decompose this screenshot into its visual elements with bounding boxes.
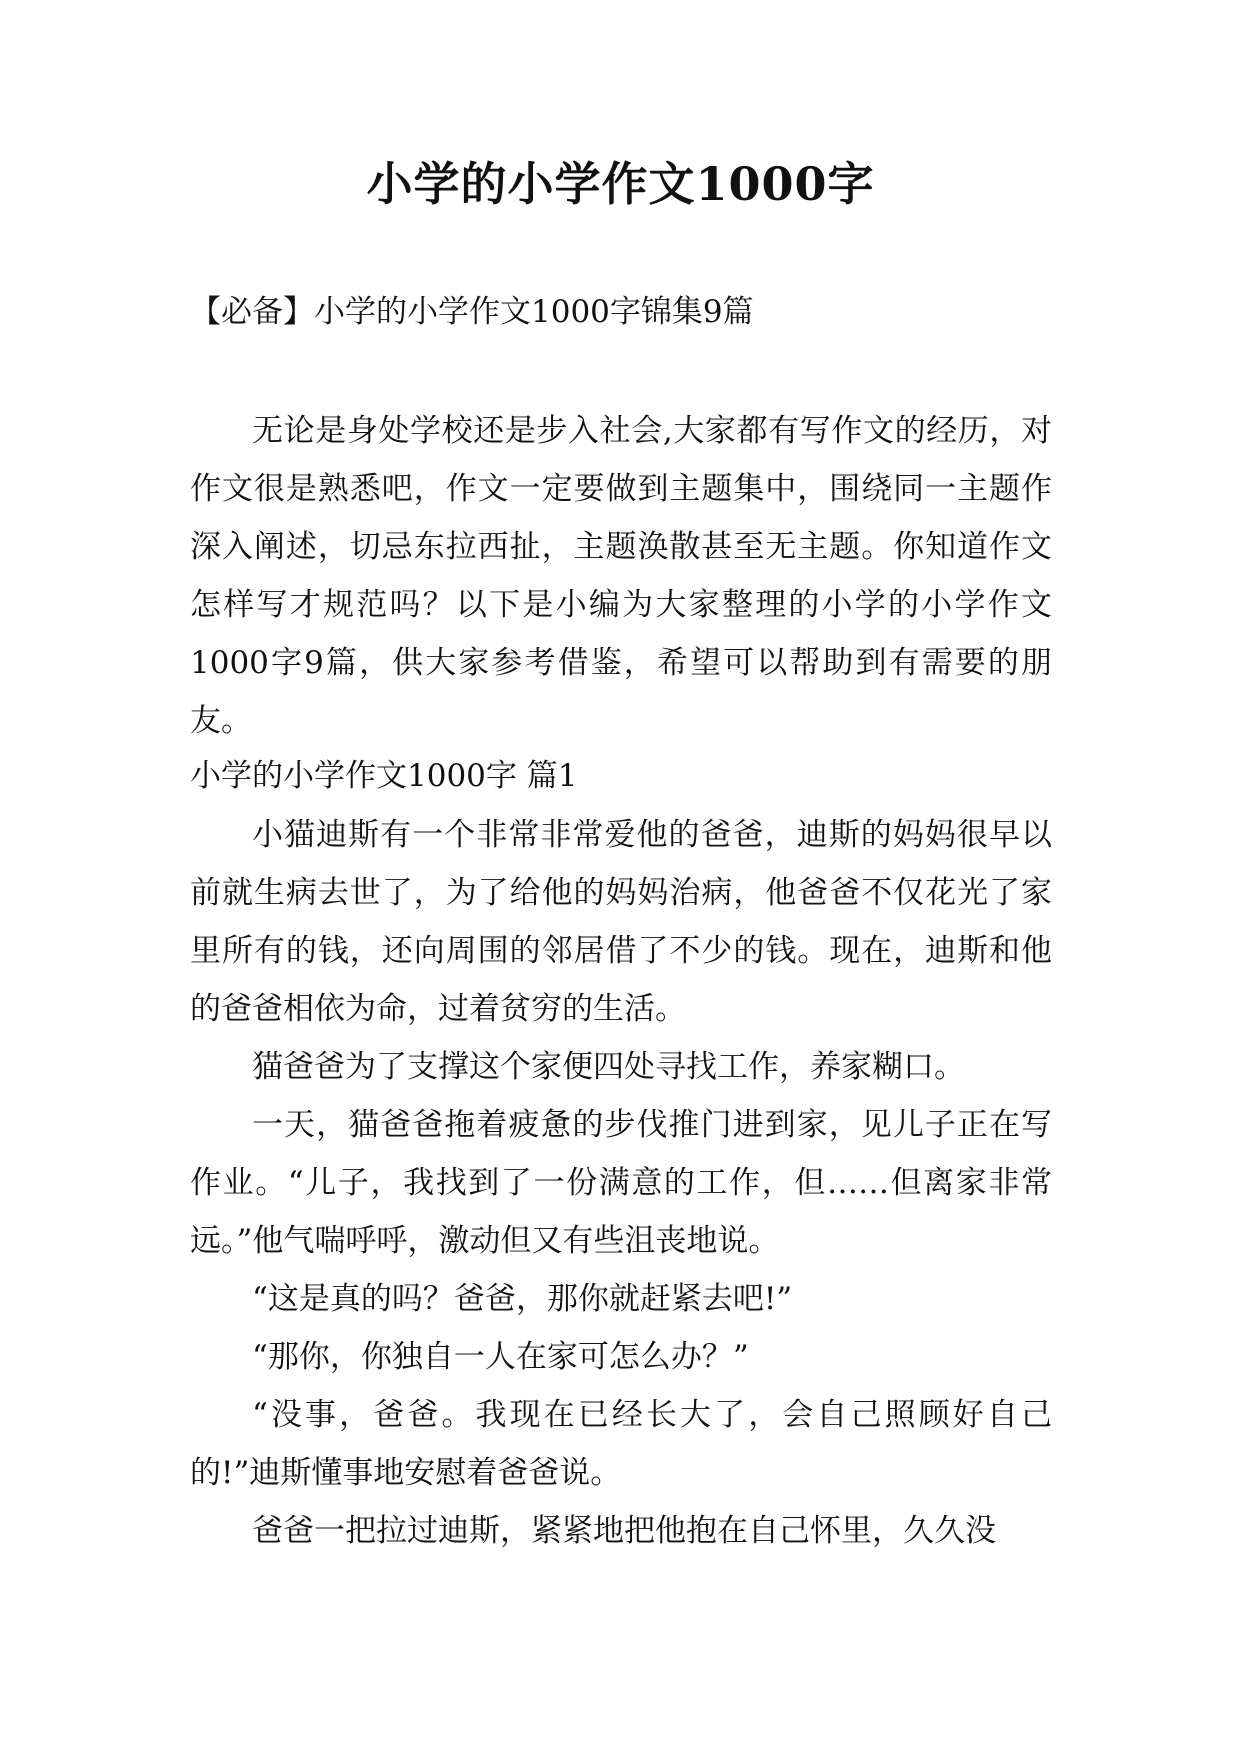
dialogue-paragraph: “那你，你独自一人在家可怎么办？” (252, 1339, 749, 1375)
body-paragraph: 一天，猫爸爸拖着疲惫的步伐推门进到家，见儿子正在写作业。“儿子，我找到了一份满意的工作，但……但离家非常远。”他气喘呼呼，激动但又有些沮丧地说。 (190, 1107, 1052, 1259)
body-paragraph: 猫爸爸为了支撑这个家便四处寻找工作，养家糊口。 (252, 1049, 965, 1085)
body-paragraph: 小猫迪斯有一个非常非常爱他的爸爸，迪斯的妈妈很早以前就生病去世了，为了给他的妈妈治病，他爸爸不仅花光了家里所有的钱，还向周围的邻居借了不少的钱。现在，迪斯和他的爸爸相依为命，过着贫穷的生活。 (190, 817, 1052, 1027)
document-subtitle: 【必备】小学的小学作文1000字锦集9篇 (190, 294, 754, 330)
body-paragraph: 爸爸一把拉过迪斯，紧紧地把他抱在自己怀里，久久没 (252, 1513, 996, 1549)
section-heading: 小学的小学作文1000字 篇1 (190, 758, 578, 794)
dialogue-paragraph: “这是真的吗？爸爸，那你就赶紧去吧!” (252, 1281, 793, 1317)
dialogue-paragraph: “没事，爸爸。我现在已经长大了，会自己照顾好自己的!”迪斯懂事地安慰着爸爸说。 (190, 1397, 1052, 1491)
document-title: 小学的小学作文1000字 (366, 157, 875, 211)
document-body (190, 402, 1052, 1560)
intro-paragraph: 无论是身处学校还是步入社会,大家都有写作文的经历，对作文很是熟悉吧，作文一定要做到主题集中，围绕同一主题作深入阐述，切忌东拉西扯，主题涣散甚至无主题。你知道作文怎样写才规范吗？以下是小编为大家整理的小学的小学作文1000字9篇，供大家参考借鉴，希望可以帮助到有需要的朋友。 (190, 413, 1052, 739)
